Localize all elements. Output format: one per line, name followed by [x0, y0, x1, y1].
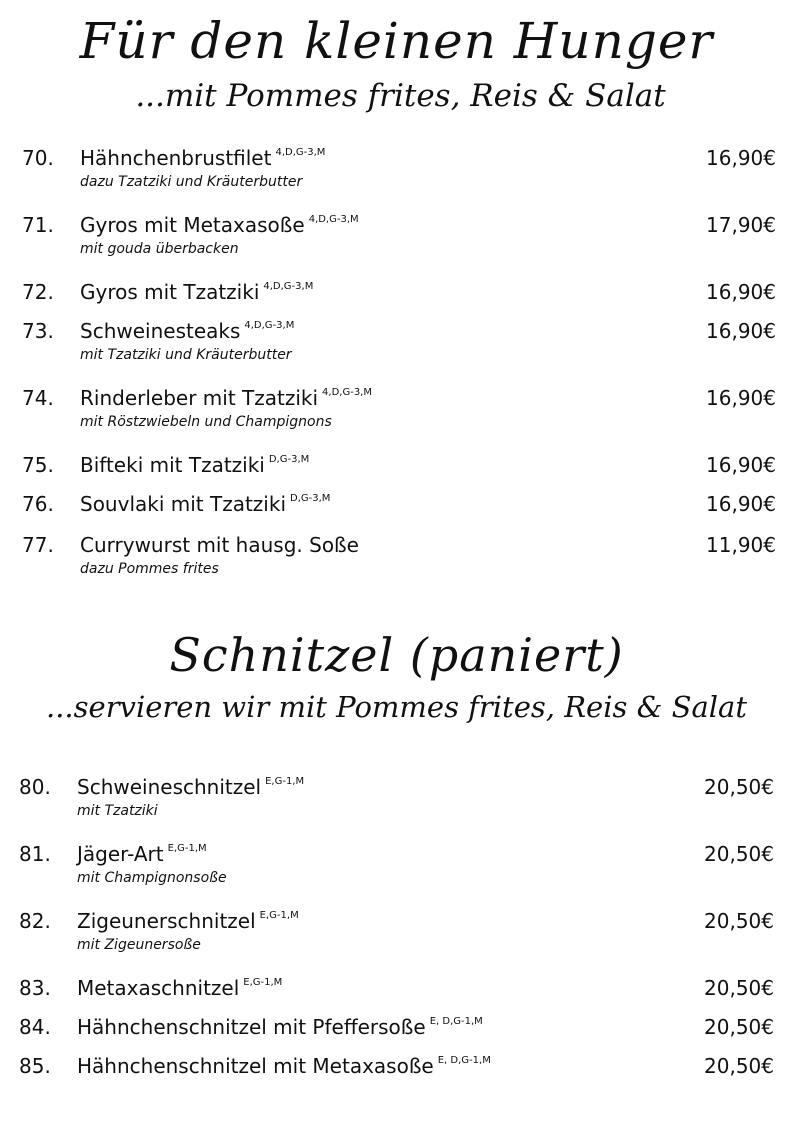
item-name: Hähnchenschnitzel mit Metaxasoße $^{E, D,G-1,M}$ [77, 1054, 491, 1078]
item-price: 16,90€ [706, 146, 776, 170]
item-name: Hähnchenbrustfilet $^{4,D,G-3,M}$ [80, 146, 326, 170]
item-price: 20,50€ [704, 842, 774, 866]
allergen-codes: E,G-1,M [265, 776, 305, 787]
item-name: Currywurst mit hausg. Soße [80, 533, 359, 557]
item-price: 16,90€ [706, 280, 776, 304]
menu-item [22, 385, 776, 435]
menu-item [19, 908, 774, 958]
item-number: 74. [22, 386, 54, 410]
item-price: 20,50€ [704, 1015, 774, 1039]
item-number: 71. [22, 213, 54, 237]
allergen-codes: D,G-3,M [268, 454, 310, 465]
item-price: 17,90€ [706, 213, 776, 237]
item-number: 81. [19, 842, 51, 866]
item-description: mit Zigeunersoße [77, 937, 201, 953]
item-number: 73. [22, 319, 54, 343]
item-name: Rinderleber mit Tzatziki $^{4,D,G-3,M}$ [80, 386, 372, 410]
item-name: Jäger-Art $^{E,G-1,M}$ [77, 842, 207, 866]
item-number: 76. [22, 492, 54, 516]
item-price: 20,50€ [704, 909, 774, 933]
section-subtitle: ...mit Pommes frites, Reis & Salat [135, 78, 666, 114]
item-price: 11,90€ [706, 533, 776, 557]
item-description: mit Tzatziki und Kräuterbutter [80, 347, 292, 363]
menu-item [22, 318, 776, 368]
item-number: 80. [19, 775, 51, 799]
item-description: mit Tzatziki [77, 803, 158, 819]
item-number: 83. [19, 976, 51, 1000]
item-number: 75. [22, 453, 54, 477]
allergen-codes: 4,D,G-3,M [263, 281, 314, 292]
allergen-codes: 4,D,G-3,M [275, 147, 326, 158]
allergen-codes: D,G-3,M [290, 493, 331, 504]
menu-item [22, 145, 776, 195]
section-title: Schnitzel (paniert) [169, 628, 624, 682]
menu-item [19, 841, 774, 891]
allergen-codes: E,G-1,M [243, 977, 283, 988]
allergen-codes: E, D,G-1,M [429, 1016, 483, 1027]
item-description: mit Röstzwiebeln und Champignons [80, 414, 332, 430]
item-description: mit Champignonsoße [77, 870, 227, 886]
item-description: dazu Tzatziki und Kräuterbutter [80, 174, 303, 190]
item-price: 16,90€ [706, 319, 776, 343]
menu-item [22, 212, 776, 262]
item-number: 85. [19, 1054, 51, 1078]
item-price: 20,50€ [704, 1054, 774, 1078]
item-description: mit gouda überbacken [80, 241, 239, 257]
item-name: Bifteki mit Tzatziki $^{D,G-3,M}$ [80, 453, 310, 477]
item-name: Schweineschnitzel $^{E,G-1,M}$ [77, 775, 305, 799]
allergen-codes: E,G-1,M [167, 843, 207, 854]
menu-item [19, 774, 774, 824]
item-name: Gyros mit Metaxasoße $^{4,D,G-3,M}$ [80, 213, 359, 237]
item-description: dazu Pommes frites [80, 561, 219, 577]
allergen-codes: E,G-1,M [259, 910, 299, 921]
allergen-codes: 4,D,G-3,M [244, 320, 295, 331]
item-price: 16,90€ [706, 386, 776, 410]
item-price: 20,50€ [704, 775, 774, 799]
item-price: 16,90€ [706, 453, 776, 477]
allergen-codes: 4,D,G-3,M [308, 214, 359, 225]
menu-item [19, 1053, 774, 1103]
item-name: Schweinesteaks $^{4,D,G-3,M}$ [80, 319, 295, 343]
item-name: Gyros mit Tzatziki $^{4,D,G-3,M}$ [80, 280, 314, 304]
section-subtitle: ...servieren wir mit Pommes frites, Reis & Salat [46, 690, 747, 724]
menu-item [22, 532, 776, 582]
item-name: Zigeunerschnitzel $^{E,G-1,M}$ [77, 909, 299, 933]
item-price: 16,90€ [706, 492, 776, 516]
item-name: Souvlaki mit Tzatziki $^{D,G-3,M}$ [80, 492, 331, 516]
item-name: Metaxaschnitzel $^{E,G-1,M}$ [77, 976, 283, 1000]
item-number: 70. [22, 146, 54, 170]
item-number: 84. [19, 1015, 51, 1039]
item-number: 72. [22, 280, 54, 304]
item-number: 77. [22, 533, 54, 557]
item-name: Hähnchenschnitzel mit Pfeffersoße $^{E, D,G-1,M}$ [77, 1015, 483, 1039]
allergen-codes: 4,D,G-3,M [322, 387, 372, 398]
item-number: 82. [19, 909, 51, 933]
allergen-codes: E, D,G-1,M [437, 1055, 491, 1066]
section-title: Für den kleinen Hunger [79, 12, 714, 70]
item-price: 20,50€ [704, 976, 774, 1000]
